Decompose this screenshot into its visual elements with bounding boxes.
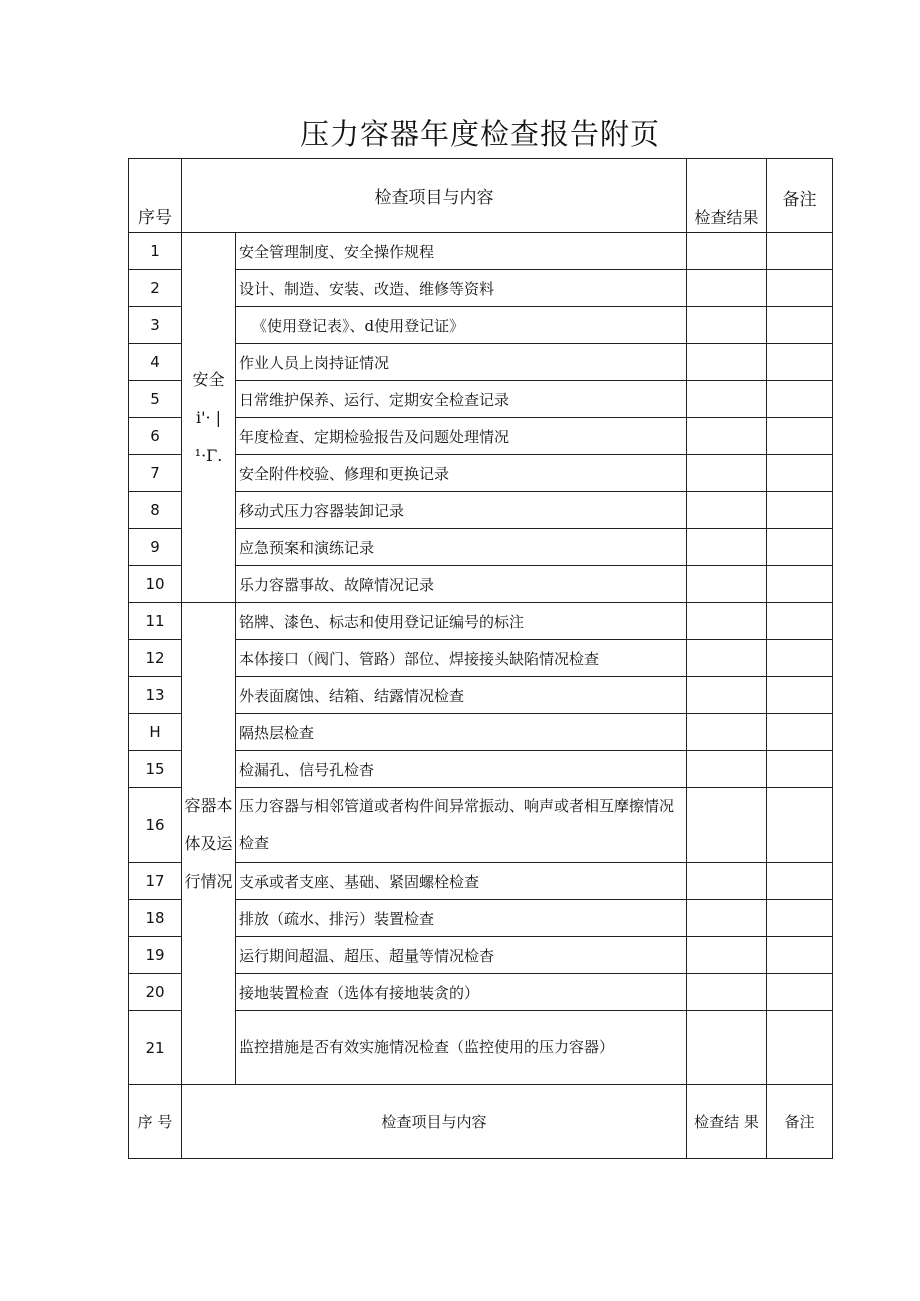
row-number: 9 bbox=[129, 529, 182, 566]
row-item: 压力容器与相邻管道或者构件间异常振动、响声或者相互摩擦情况检查 bbox=[236, 788, 687, 863]
row-item: 外表面腐蚀、结箱、结露情况检查 bbox=[236, 677, 687, 714]
category-vessel-body bbox=[182, 603, 236, 1085]
row-number: 18 bbox=[129, 900, 182, 937]
result-cell[interactable] bbox=[687, 788, 767, 863]
row-item: 安全管理制度、安全操作规程 bbox=[236, 233, 687, 270]
result-cell[interactable] bbox=[687, 974, 767, 1011]
footer-seq-line1: 序 bbox=[137, 1113, 153, 1131]
category-safety bbox=[182, 233, 236, 603]
row-number: 5 bbox=[129, 381, 182, 418]
footer-result-line1: 检查结 bbox=[694, 1113, 740, 1131]
result-cell[interactable] bbox=[687, 603, 767, 640]
footer-seq-line2: 号 bbox=[157, 1113, 173, 1131]
footer-note: 备注 bbox=[767, 1085, 833, 1159]
header-result: 检查结果 bbox=[687, 159, 767, 233]
row-item: 日常维护保养、运行、定期安全检查记录 bbox=[236, 381, 687, 418]
row-item: 隔热层检查 bbox=[236, 714, 687, 751]
row-item: 安全附件校验、修理和更换记录 bbox=[236, 455, 687, 492]
page-title: 压力容器年度检查报告附页 bbox=[299, 117, 660, 151]
table-footer-row bbox=[129, 1085, 833, 1159]
category-body-line2: 体及运 bbox=[184, 833, 233, 853]
row-item: 作业人员上岗持证情况 bbox=[236, 344, 687, 381]
row-number: 1 bbox=[129, 233, 182, 270]
row-item: 铭牌、漆色、标志和使用登记证编号的标注 bbox=[236, 603, 687, 640]
note-cell[interactable] bbox=[767, 714, 833, 751]
row-number: 16 bbox=[129, 788, 182, 863]
note-cell[interactable] bbox=[767, 307, 833, 344]
note-cell[interactable] bbox=[767, 344, 833, 381]
note-cell[interactable] bbox=[767, 270, 833, 307]
result-cell[interactable] bbox=[687, 381, 767, 418]
table-row bbox=[129, 603, 833, 640]
table-row bbox=[129, 233, 833, 270]
result-cell[interactable] bbox=[687, 863, 767, 900]
row-number: 17 bbox=[129, 863, 182, 900]
table-header-row bbox=[129, 159, 833, 233]
inspection-table bbox=[128, 158, 833, 1159]
row-item: 年度检查、定期检验报告及问题处理情况 bbox=[236, 418, 687, 455]
row-number: 6 bbox=[129, 418, 182, 455]
row-item: 检漏孔、信号孔检杳 bbox=[236, 751, 687, 788]
row-number: 8 bbox=[129, 492, 182, 529]
result-cell[interactable] bbox=[687, 344, 767, 381]
row-item: 设计、制造、安装、改造、维修等资料 bbox=[236, 270, 687, 307]
result-cell[interactable] bbox=[687, 307, 767, 344]
result-cell[interactable] bbox=[687, 751, 767, 788]
note-cell[interactable] bbox=[767, 788, 833, 863]
result-cell[interactable] bbox=[687, 529, 767, 566]
note-cell[interactable] bbox=[767, 233, 833, 270]
header-seq: 序号 bbox=[129, 159, 182, 233]
row-item: 运行期间超温、超压、超量等情况检杳 bbox=[236, 937, 687, 974]
header-item: 检查项目与内容 bbox=[182, 159, 687, 233]
result-cell[interactable] bbox=[687, 714, 767, 751]
note-cell[interactable] bbox=[767, 937, 833, 974]
row-item: 排放（疏水、排污）装置检查 bbox=[236, 900, 687, 937]
row-item: 监控措施是否有效实施情况检查（监控使用的压力容器） bbox=[236, 1011, 687, 1085]
row-number: 15 bbox=[129, 751, 182, 788]
note-cell[interactable] bbox=[767, 418, 833, 455]
row-number: 19 bbox=[129, 937, 182, 974]
footer-seq bbox=[129, 1085, 182, 1159]
result-cell[interactable] bbox=[687, 418, 767, 455]
row-item: 接地装置检查（选体有接地装贪的） bbox=[236, 974, 687, 1011]
row-item: 本体接口（阀门、管路）部位、焊接接头缺陷情况检查 bbox=[236, 640, 687, 677]
category-safety-line2: i'· | ¹·Γ. bbox=[194, 407, 223, 465]
row-number: 7 bbox=[129, 455, 182, 492]
result-cell[interactable] bbox=[687, 937, 767, 974]
row-number: 10 bbox=[129, 566, 182, 603]
note-cell[interactable] bbox=[767, 1011, 833, 1085]
row-item: 支承或者支座、基础、紧固螺栓检查 bbox=[236, 863, 687, 900]
note-cell[interactable] bbox=[767, 603, 833, 640]
row-item: 乐力容嚣事故、故障情况记录 bbox=[236, 566, 687, 603]
row-number: 12 bbox=[129, 640, 182, 677]
row-number: 3 bbox=[129, 307, 182, 344]
result-cell[interactable] bbox=[687, 900, 767, 937]
note-cell[interactable] bbox=[767, 529, 833, 566]
result-cell[interactable] bbox=[687, 492, 767, 529]
row-number: H bbox=[129, 714, 182, 751]
row-number: 21 bbox=[129, 1011, 182, 1085]
note-cell[interactable] bbox=[767, 640, 833, 677]
note-cell[interactable] bbox=[767, 492, 833, 529]
note-cell[interactable] bbox=[767, 677, 833, 714]
footer-result-line2: 果 bbox=[743, 1113, 759, 1131]
category-body-line1: 容器本 bbox=[184, 795, 233, 815]
row-item: 应急预案和演练记录 bbox=[236, 529, 687, 566]
header-note: 备注 bbox=[767, 159, 833, 233]
result-cell[interactable] bbox=[687, 233, 767, 270]
footer-result bbox=[687, 1085, 767, 1159]
result-cell[interactable] bbox=[687, 1011, 767, 1085]
row-item: 《使用登记表》、d使用登记证》 bbox=[236, 307, 687, 344]
note-cell[interactable] bbox=[767, 900, 833, 937]
category-safety-line1: 安全 bbox=[192, 369, 225, 389]
row-item: 移动式压力容器装卸记录 bbox=[236, 492, 687, 529]
result-cell[interactable] bbox=[687, 640, 767, 677]
note-cell[interactable] bbox=[767, 381, 833, 418]
row-number: 11 bbox=[129, 603, 182, 640]
note-cell[interactable] bbox=[767, 974, 833, 1011]
row-number: 4 bbox=[129, 344, 182, 381]
row-number: 13 bbox=[129, 677, 182, 714]
note-cell[interactable] bbox=[767, 566, 833, 603]
result-cell[interactable] bbox=[687, 566, 767, 603]
result-cell[interactable] bbox=[687, 270, 767, 307]
result-cell[interactable] bbox=[687, 677, 767, 714]
footer-item: 检查项目与内容 bbox=[182, 1085, 687, 1159]
note-cell[interactable] bbox=[767, 863, 833, 900]
row-number: 2 bbox=[129, 270, 182, 307]
note-cell[interactable] bbox=[767, 751, 833, 788]
category-body-line3: 行情况 bbox=[184, 871, 233, 891]
note-cell[interactable] bbox=[767, 455, 833, 492]
row-number: 20 bbox=[129, 974, 182, 1011]
result-cell[interactable] bbox=[687, 455, 767, 492]
